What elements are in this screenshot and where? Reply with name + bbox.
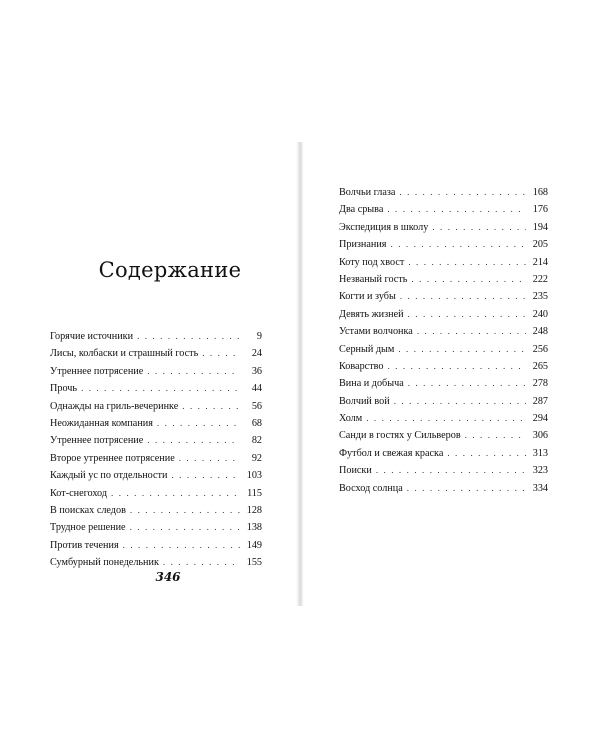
toc-entry-page: 103 <box>246 470 262 482</box>
toc-list-left <box>50 331 262 574</box>
toc-entry-page: 168 <box>532 187 548 198</box>
toc-entry-page: 128 <box>246 504 262 516</box>
toc-entry <box>339 413 548 430</box>
toc-entry-title: Прочь <box>50 383 78 395</box>
toc-entry-page: 256 <box>532 343 548 355</box>
leader-dots <box>399 187 526 197</box>
toc-entry-title: Девять жизней <box>339 308 404 320</box>
toc-entry-title: Однажды на гриль-вечеринке <box>50 400 179 412</box>
toc-entry-page: 138 <box>246 522 262 534</box>
leader-dots <box>147 366 240 376</box>
toc-entry-title: Лисы, колбаски и страшный гость <box>50 348 199 360</box>
toc-entry <box>339 483 548 500</box>
toc-entry <box>50 435 262 452</box>
leader-dots <box>394 396 526 406</box>
leader-dots <box>179 453 240 463</box>
toc-entry-title: Второе утреннее потрясение <box>50 452 175 464</box>
toc-entry-page: 68 <box>251 417 262 429</box>
toc-entry-title: Устами волчонка <box>339 326 413 338</box>
toc-entry-title: Экспедиция в школу <box>339 221 429 233</box>
toc-entry <box>339 291 548 308</box>
leader-dots <box>147 435 240 445</box>
toc-entry <box>339 204 548 221</box>
toc-entry <box>50 470 262 487</box>
leader-dots <box>391 239 527 249</box>
toc-entry-title: Незваный гость <box>339 273 408 285</box>
leader-dots <box>123 540 240 550</box>
leader-dots <box>137 331 240 341</box>
toc-entry-title: Каждый ус по отдельности <box>50 470 168 482</box>
toc-entry-title: Вина и добыча <box>339 378 404 390</box>
toc-entry-title: Горячие источники <box>50 331 134 342</box>
toc-entry <box>50 522 262 539</box>
toc-entry-page: 334 <box>532 482 548 494</box>
toc-entry-page: 149 <box>246 539 262 551</box>
toc-entry <box>50 348 262 365</box>
toc-entry-page: 9 <box>256 331 262 342</box>
toc-entry <box>50 488 262 505</box>
toc-entry <box>50 453 262 470</box>
toc-entry <box>50 383 262 400</box>
toc-list-right <box>339 187 548 500</box>
toc-entry <box>339 378 548 395</box>
leader-dots <box>407 483 526 493</box>
toc-entry-page: 278 <box>532 378 548 390</box>
leader-dots <box>387 204 526 214</box>
leader-dots <box>398 344 526 354</box>
toc-entry <box>339 396 548 413</box>
toc-entry <box>339 257 548 274</box>
toc-entry-page: 294 <box>532 413 548 425</box>
toc-entry-title: Серный дым <box>339 343 395 355</box>
leader-dots <box>130 505 240 515</box>
toc-entry-page: 115 <box>247 487 262 499</box>
toc-entry-title: Признания <box>339 239 387 251</box>
toc-entry-title: Утреннее потрясение <box>50 365 144 377</box>
toc-entry-page: 214 <box>532 256 548 268</box>
leader-dots <box>376 465 526 475</box>
leader-dots <box>130 522 240 532</box>
leader-dots <box>387 361 526 371</box>
leader-dots <box>447 448 526 458</box>
leader-dots <box>202 348 240 358</box>
toc-entry <box>339 239 548 256</box>
toc-entry <box>339 187 548 204</box>
toc-entry-page: 235 <box>532 291 548 303</box>
toc-entry-title: Футбол и свежая краска <box>339 447 444 459</box>
toc-entry <box>50 540 262 557</box>
leader-dots <box>408 309 526 319</box>
toc-entry-title: Неожиданная компания <box>50 417 153 429</box>
toc-entry-page: 205 <box>532 239 548 251</box>
leader-dots <box>366 413 526 423</box>
toc-entry <box>339 430 548 447</box>
contents-heading: Содержание <box>98 258 242 282</box>
toc-entry-title: Холм <box>339 413 363 425</box>
toc-entry-page: 92 <box>251 452 262 464</box>
toc-entry-page: 176 <box>532 204 548 216</box>
toc-entry-page: 155 <box>246 557 262 569</box>
toc-entry-title: Волчий вой <box>339 395 390 407</box>
leader-dots <box>171 470 240 480</box>
toc-entry-title: Коту под хвост <box>339 256 405 268</box>
toc-entry <box>50 418 262 435</box>
toc-entry-page: 287 <box>532 395 548 407</box>
toc-entry-page: 36 <box>251 365 262 377</box>
leader-dots <box>182 401 240 411</box>
toc-entry-page: 82 <box>251 435 262 447</box>
toc-entry <box>339 344 548 361</box>
toc-entry <box>50 366 262 383</box>
toc-entry-title: Против течения <box>50 539 119 551</box>
leader-dots <box>81 383 240 393</box>
leader-dots <box>157 418 240 428</box>
toc-entry-page: 24 <box>251 348 262 360</box>
toc-entry-page: 248 <box>532 326 548 338</box>
leader-dots <box>417 326 526 336</box>
toc-entry-title: Санди в гостях у Сильверов <box>339 430 461 442</box>
toc-entry-page: 56 <box>251 400 262 412</box>
leader-dots <box>400 291 526 301</box>
toc-entry-title: В поисках следов <box>50 504 126 516</box>
toc-entry-title: Сумбурный понедельник <box>50 557 159 569</box>
toc-entry-page: 44 <box>251 383 262 395</box>
toc-entry <box>50 331 262 348</box>
toc-entry-title: Волчьи глаза <box>339 187 396 198</box>
toc-entry-title: Когти и зубы <box>339 291 396 303</box>
leader-dots <box>408 257 526 267</box>
toc-entry <box>339 274 548 291</box>
toc-entry-title: Трудное решение <box>50 522 126 534</box>
toc-entry <box>339 448 548 465</box>
toc-entry-title: Поиски <box>339 465 372 477</box>
leader-dots <box>163 557 240 567</box>
toc-entry-page: 313 <box>532 447 548 459</box>
toc-entry-page: 222 <box>532 273 548 285</box>
toc-entry-page: 194 <box>532 221 548 233</box>
leader-dots <box>111 488 240 498</box>
toc-entry <box>339 361 548 378</box>
leader-dots <box>411 274 526 284</box>
toc-entry-title: Кот-снегоход <box>50 487 108 499</box>
toc-entry-page: 323 <box>532 465 548 477</box>
toc-entry-title: Утреннее потрясение <box>50 435 144 447</box>
toc-entry <box>339 309 548 326</box>
page-number: 346 <box>155 570 181 584</box>
leader-dots <box>408 378 526 388</box>
toc-entry <box>339 465 548 482</box>
leader-dots <box>465 430 526 440</box>
toc-entry <box>339 326 548 343</box>
toc-entry-page: 240 <box>532 308 548 320</box>
toc-entry-title: Два срыва <box>339 204 384 216</box>
toc-entry <box>50 505 262 522</box>
toc-entry-page: 265 <box>532 360 548 372</box>
toc-entry-page: 306 <box>532 430 548 442</box>
leader-dots <box>432 222 526 232</box>
toc-entry-title: Коварство <box>339 360 384 372</box>
toc-entry-title: Восход солнца <box>339 482 403 494</box>
toc-entry <box>50 401 262 418</box>
toc-entry <box>339 222 548 239</box>
book-gutter <box>296 142 303 606</box>
